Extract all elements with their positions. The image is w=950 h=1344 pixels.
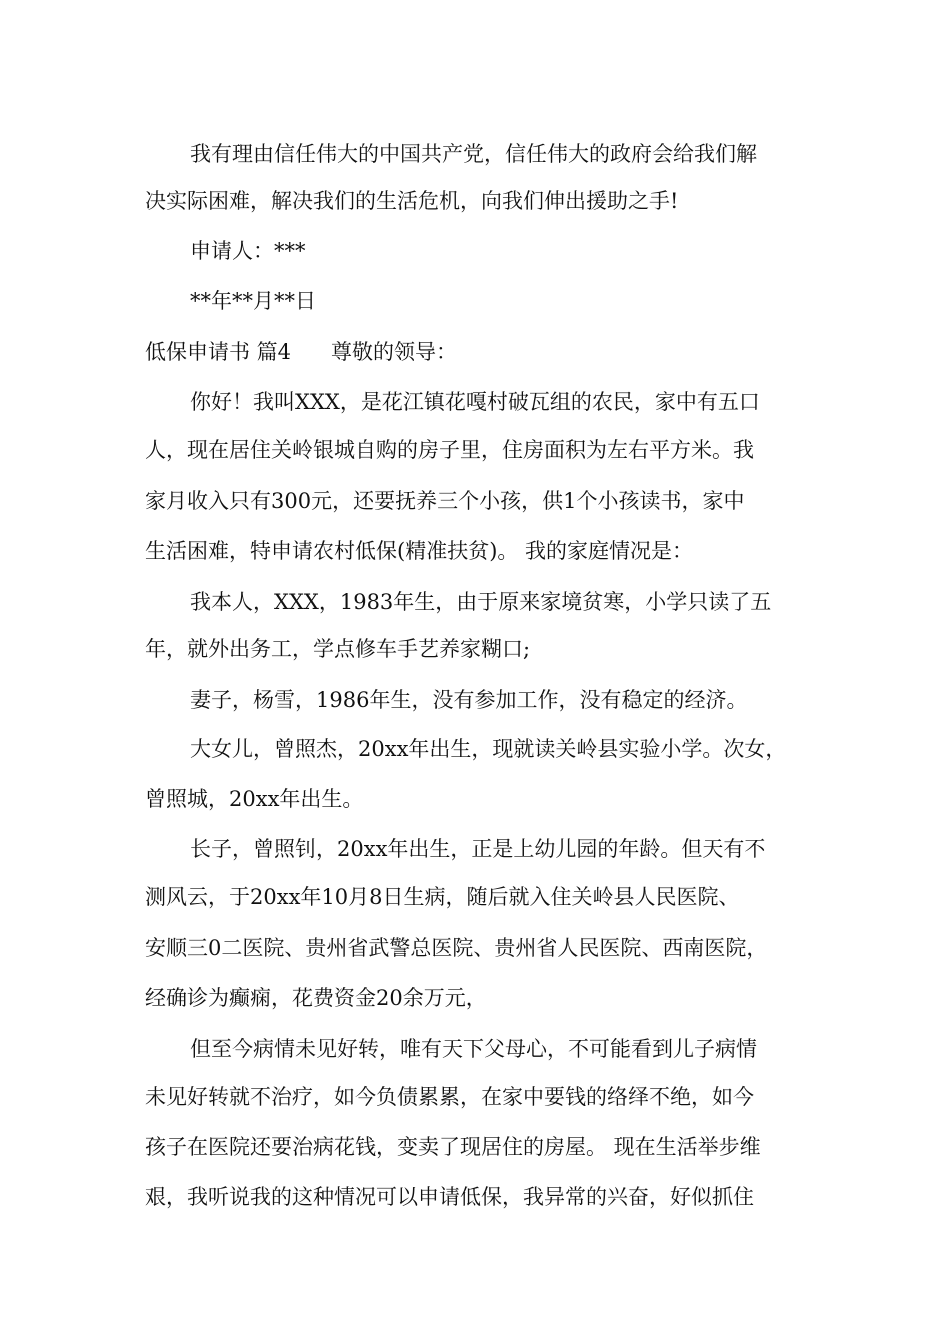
paragraph-line: 未见好转就不治疗，如今负债累累，在家中要钱的络绎不绝，如今 xyxy=(145,1085,754,1109)
paragraph-line: 测风云，于20xx年10月8日生病，随后就入住关岭县人民医院、 xyxy=(145,885,740,909)
paragraph-line: 艰，我听说我的这种情况可以申请低保，我异常的兴奋，好似抓住 xyxy=(145,1185,754,1209)
paragraph-line: 长子，曾照钊，20xx年出生，正是上幼儿园的年龄。但天有不 xyxy=(190,837,766,861)
paragraph-line: 年，就外出务工，学点修车手艺养家糊口; xyxy=(145,637,531,661)
applicant-line: 申请人：*** xyxy=(190,239,306,263)
paragraph-line: 但至今病情未见好转，唯有天下父母心，不可能看到儿子病情 xyxy=(190,1037,757,1061)
section-title: 低保申请书 篇4 xyxy=(145,340,292,364)
paragraph-line: 大女儿，曾照杰，20xx年出生，现就读关岭县实验小学。次女， xyxy=(190,737,787,761)
paragraph-line: 孩子在医院还要治病花钱，变卖了现居住的房屋。 现在生活举步维 xyxy=(145,1135,761,1159)
salutation: 尊敬的领导： xyxy=(331,340,458,364)
paragraph-line: 我本人，XXX，1983年生，由于原来家境贫寒，小学只读了五 xyxy=(190,590,772,614)
paragraph-line: 经确诊为癫痫，花费资金20余万元， xyxy=(145,986,487,1010)
paragraph-line: 妻子，杨雪，1986年生，没有参加工作，没有稳定的经济。 xyxy=(190,688,748,712)
paragraph-line: 你好！我叫XXX，是花江镇花嘎村破瓦组的农民，家中有五口 xyxy=(190,390,760,414)
paragraph-line: 家月收入只有300元，还要抚养三个小孩，供1个小孩读书，家中 xyxy=(145,489,745,513)
paragraph-line: 决实际困难，解决我们的生活危机，向我们伸出援助之手! xyxy=(145,189,679,213)
paragraph-line: 安顺三0二医院、贵州省武警总医院、贵州省人民医院、西南医院， xyxy=(145,936,768,960)
paragraph-line: 我有理由信任伟大的中国共产党，信任伟大的政府会给我们解 xyxy=(190,142,757,166)
date-line: **年**月**日 xyxy=(190,289,316,313)
paragraph-line: 曾照城，20xx年出生。 xyxy=(145,787,364,811)
paragraph-line: 生活困难，特申请农村低保(精准扶贫)。 我的家庭情况是： xyxy=(145,539,694,563)
section-heading xyxy=(145,339,457,365)
paragraph-line: 人，现在居住关岭银城自购的房子里，住房面积为左右平方米。我 xyxy=(145,438,754,462)
